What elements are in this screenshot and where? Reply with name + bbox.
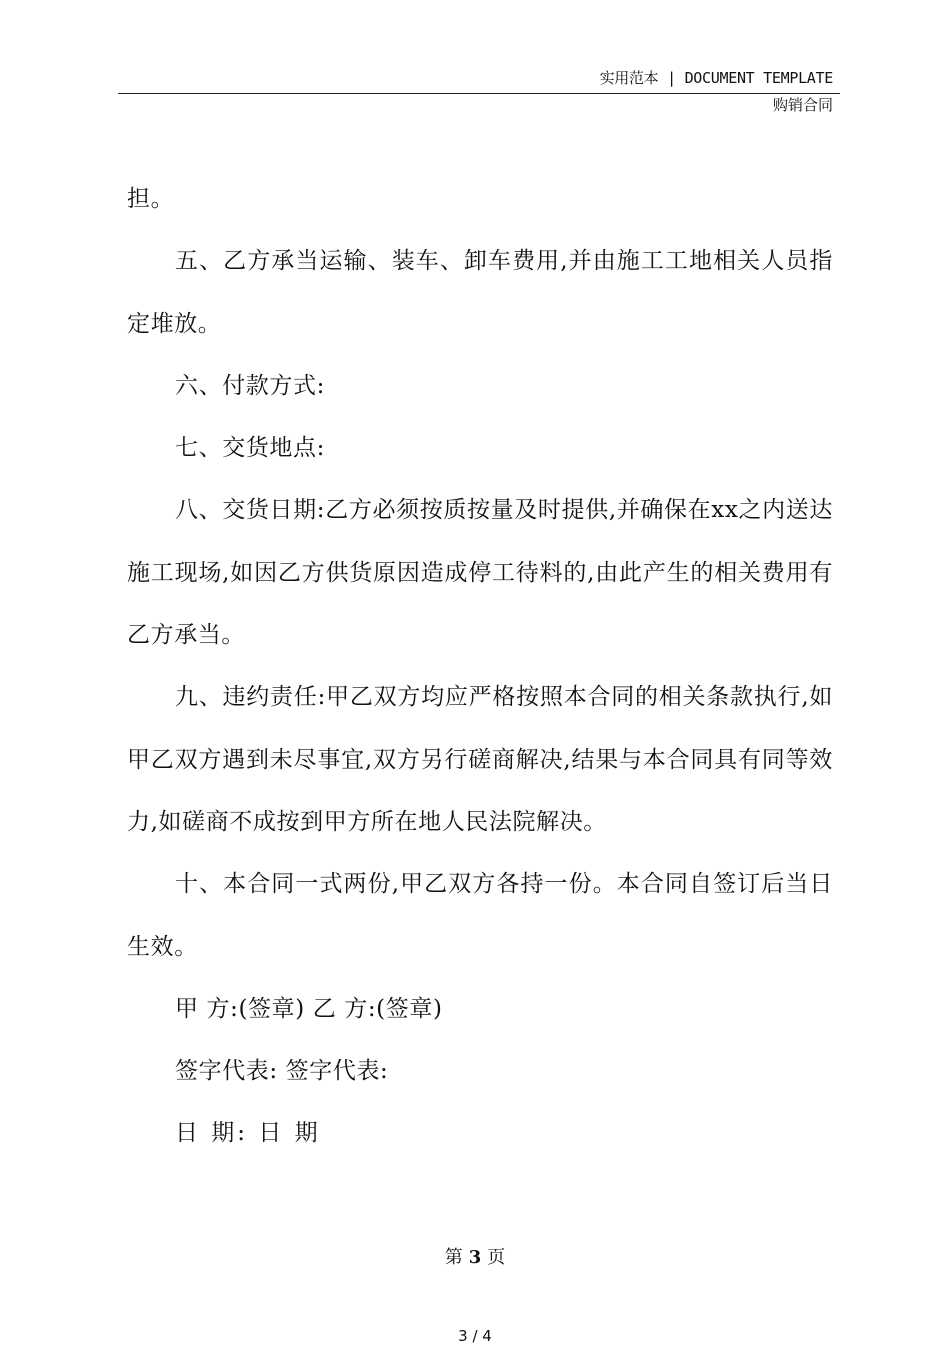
signature-parties: 甲 方:(签章) 乙 方:(签章)	[175, 995, 443, 1022]
header-divider	[118, 93, 840, 94]
header-subtitle: 购销合同	[772, 96, 833, 114]
page-number-value: 3	[468, 1247, 482, 1268]
clause-10-copies: 十、本合同一式两份,甲乙双方各持一份。本合同自签订后当日生效。	[127, 871, 833, 960]
signature-representatives: 签字代表: 签字代表:	[175, 1058, 389, 1085]
clause-9-liability: 九、违约责任:甲乙双方均应严格按照本合同的相关条款执行,如甲乙双方遇到未尽事宜,双方另行磋商解决,结果与本合同具有同等效力,如磋商不成按到甲方所在地人民法院解决。	[127, 684, 833, 835]
clause-5-transport: 五、乙方承当运输、装车、卸车费用,并由施工工地相关人员指定堆放。	[127, 248, 833, 337]
signature-dates: 日 期: 日 期	[175, 1120, 321, 1147]
clause-7-delivery-location: 七、交货地点:	[175, 435, 325, 462]
page-suffix: 页	[487, 1247, 506, 1268]
paragraph-continuation: 担。	[127, 186, 175, 212]
page-count: 3 / 4	[458, 1327, 492, 1345]
clause-6-payment: 六、付款方式:	[175, 372, 325, 399]
page-number	[0, 1246, 950, 1270]
header-title: 实用范本 | DOCUMENT TEMPLATE	[599, 69, 833, 87]
page-prefix: 第	[444, 1247, 463, 1268]
contract-body	[127, 168, 833, 1165]
clause-8-delivery-date: 八、交货日期:乙方必须按质按量及时提供,并确保在xx之内送达施工现场,如因乙方供货原因造成停工待料的,由此产生的相关费用有乙方承当。	[127, 497, 833, 649]
document-header	[118, 66, 833, 90]
